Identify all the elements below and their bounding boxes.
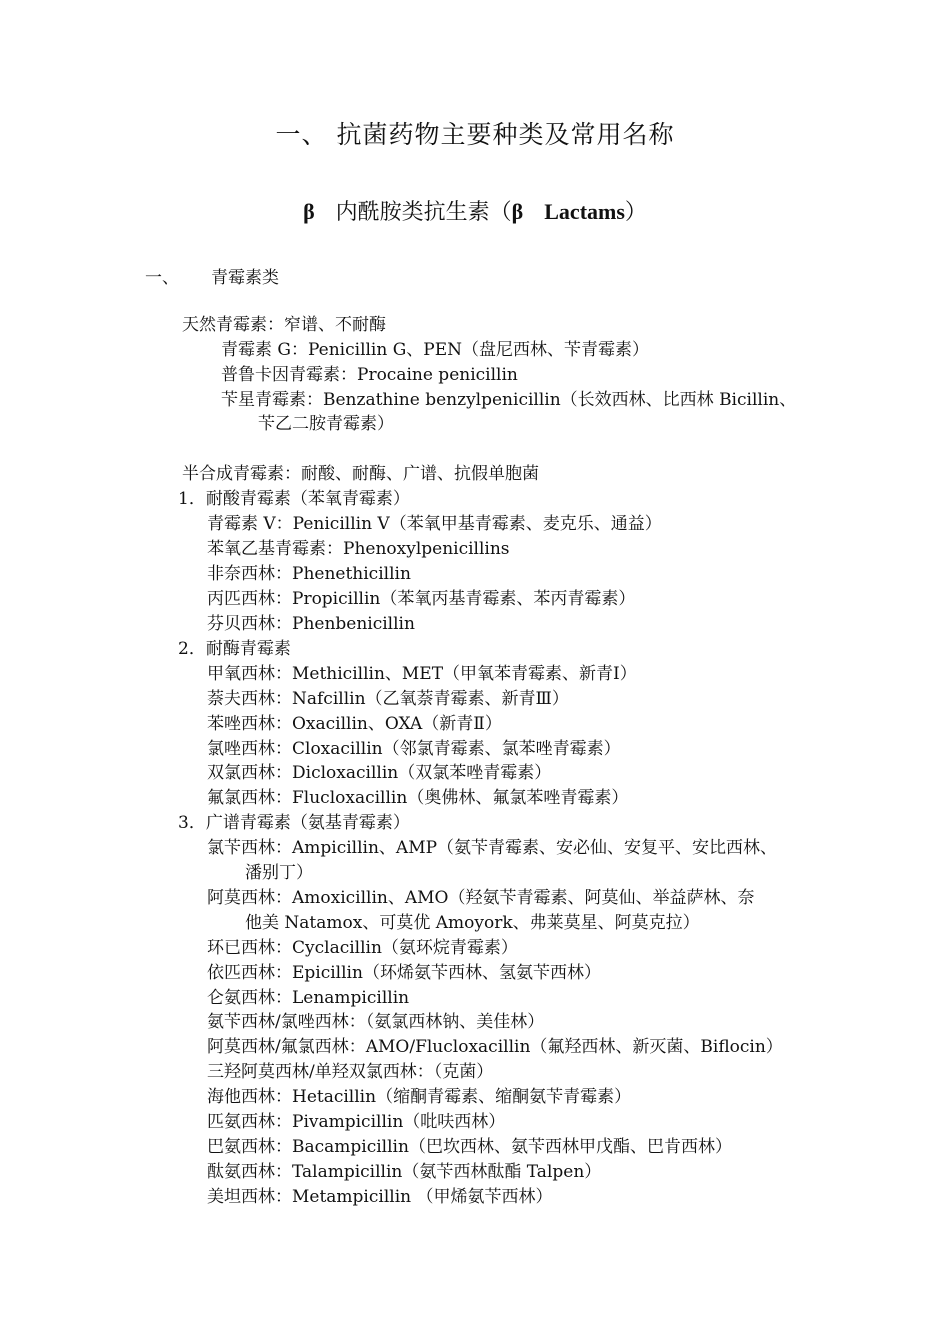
section-label: 青霉素类 [211, 268, 279, 288]
line-penicillin-g: 青霉素 G：Penicillin G、PEN（盘尼西林、苄青霉素） [221, 340, 650, 360]
line-ampicillin-cloxacillin: 氨苄西林/氯唑西林：（氨氯西林钠、美佳林） [207, 1012, 545, 1032]
line-flucloxacillin: 氟氯西林：Flucloxacillin（奥佛林、氟氯苯唑青霉素） [207, 788, 629, 808]
line-methicillin: 甲氧西林：Methicillin、MET（甲氧苯青霉素、新青Ⅰ） [207, 664, 637, 684]
line-ampicillin-cont: 潘别丁） [245, 863, 313, 883]
line-amoxicillin-flucloxacillin: 阿莫西林/氟氯西林：AMO/Flucloxacillin（氟羟西林、新灭菌、Biflocin） [207, 1037, 783, 1057]
line-penicillin-v: 青霉素 V：Penicillin V（苯氧甲基青霉素、麦克乐、通益） [207, 514, 662, 534]
subtitle-beta: β [303, 199, 315, 224]
line-amoxicillin-cont: 他美 Natamox、可莫优 Amoyork、弗莱莫星、阿莫克拉） [245, 913, 700, 933]
line-talampicillin: 酞氨西林：Talampicillin（氨苄西林酞酯 Talpen） [207, 1162, 602, 1182]
subtitle-chinese: 内酰胺类抗生素（ [335, 200, 512, 225]
line-acid-resistant-heading: 1．耐酸青霉素（苯氧青霉素） [178, 489, 410, 509]
line-hetacillin: 海他西林：Hetacillin（缩酮青霉素、缩酮氨苄青霉素） [207, 1087, 632, 1107]
line-benzathine-cont: 苄乙二胺青霉素） [258, 414, 394, 434]
line-trihydroxy: 三羟阿莫西林/单羟双氯西林：（克菌） [207, 1062, 494, 1082]
subtitle-close: ） [624, 200, 647, 225]
line-natural-penicillin: 天然青霉素：窄谱、不耐酶 [182, 315, 386, 335]
line-phenoxyl: 苯氧乙基青霉素：Phenoxylpenicillins [207, 539, 510, 559]
line-broad-spectrum-heading: 3．广谱青霉素（氨基青霉素） [178, 813, 410, 833]
line-cloxacillin: 氯唑西林：Cloxacillin（邻氯青霉素、氯苯唑青霉素） [207, 739, 621, 759]
line-pivampicillin: 匹氨西林：Pivampicillin（吡呋西林） [207, 1112, 506, 1132]
line-nafcillin: 萘夫西林：Nafcillin（乙氧萘青霉素、新青Ⅲ） [207, 689, 569, 709]
line-amoxicillin: 阿莫西林：Amoxicillin、AMO（羟氨苄青霉素、阿莫仙、举益萨林、奈 [207, 888, 755, 908]
line-dicloxacillin: 双氯西林：Dicloxacillin（双氯苯唑青霉素） [207, 763, 552, 783]
line-benzathine: 苄星青霉素：Benzathine benzylpenicillin（长效西林、比西林 Bicillin、 [221, 390, 797, 410]
line-phenethicillin: 非奈西林：Phenethicillin [207, 564, 411, 584]
line-bacampicillin: 巴氨西林：Bacampicillin（巴坎西林、氨苄西林甲戊酯、巴肯西林） [207, 1137, 732, 1157]
section-number: 一、 [145, 268, 179, 288]
line-oxacillin: 苯唑西林：Oxacillin、OXA（新青Ⅱ） [207, 714, 502, 734]
line-epicillin: 依匹西林：Epicillin（环烯氨苄西林、氢氨苄西林） [207, 963, 601, 983]
section-heading [145, 263, 279, 288]
page-title: 一、 抗菌药物主要种类及常用名称 [275, 120, 675, 149]
line-ampicillin: 氯苄西林：Ampicillin、AMP（氨苄青霉素、安必仙、安复平、安比西林、 [207, 838, 778, 858]
line-cyclacillin: 环已西林：Cyclacillin（氨环烷青霉素） [207, 938, 518, 958]
line-enzyme-resistant-heading: 2．耐酶青霉素 [178, 639, 291, 659]
subtitle-latin: Lactams [544, 199, 625, 224]
line-metampicillin: 美坦西林：Metampicillin （甲烯氨苄西林） [207, 1187, 553, 1207]
line-semisynthetic: 半合成青霉素：耐酸、耐酶、广谱、抗假单胞菌 [182, 464, 539, 484]
line-procaine: 普鲁卡因青霉素：Procaine penicillin [221, 365, 518, 385]
line-propicillin: 丙匹西林：Propicillin（苯氧丙基青霉素、苯丙青霉素） [207, 589, 636, 609]
subtitle-beta-2: β [511, 199, 524, 224]
subtitle [0, 195, 950, 226]
line-lenampicillin: 仑氨西林：Lenampicillin [207, 988, 410, 1008]
line-phenbenicillin: 芬贝西林：Phenbenicillin [207, 614, 415, 634]
